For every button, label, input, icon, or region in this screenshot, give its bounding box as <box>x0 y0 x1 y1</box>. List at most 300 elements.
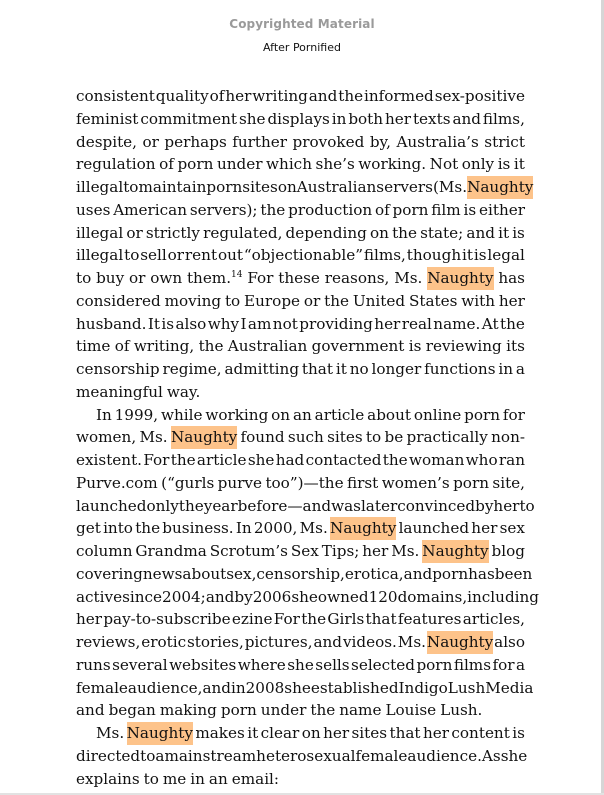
word: porn <box>177 155 214 174</box>
word: while <box>160 405 203 424</box>
word: Australia’s <box>396 132 479 151</box>
word: perhaps <box>164 132 227 151</box>
word: writing, <box>133 337 195 356</box>
text-line <box>76 222 525 245</box>
word: “objectionable” <box>243 246 363 265</box>
word: (Ms. <box>432 178 468 196</box>
word: am <box>247 314 272 333</box>
word: commitment <box>140 109 238 128</box>
word: a <box>155 746 165 765</box>
word: is <box>512 223 525 242</box>
word: be <box>384 428 404 447</box>
copyright-watermark: Copyrighted Material <box>229 17 375 31</box>
word: woman <box>408 451 465 469</box>
word: online <box>413 405 462 424</box>
word: her <box>76 610 103 629</box>
word: films, <box>482 109 525 128</box>
word: strict <box>484 132 525 151</box>
word: established <box>310 678 399 697</box>
word: 2000, <box>253 519 298 538</box>
word: American <box>113 200 188 219</box>
text-line <box>76 153 525 176</box>
text-line <box>76 608 525 631</box>
word: or <box>303 291 321 310</box>
word: erotic <box>141 633 187 651</box>
word: her <box>422 724 449 742</box>
word: porn <box>220 701 257 720</box>
word: is <box>408 337 422 356</box>
word: these <box>278 269 320 287</box>
word: sex-positive <box>434 87 525 105</box>
word: Ms. <box>299 519 328 538</box>
word: her <box>323 724 350 742</box>
word: illegal <box>76 246 124 265</box>
word: stories, <box>187 633 244 651</box>
word: news <box>142 564 183 583</box>
word: existent. <box>76 451 143 469</box>
word: providing <box>299 314 373 333</box>
word: launched <box>76 496 147 515</box>
word: purve <box>217 473 263 492</box>
word: found <box>240 428 285 447</box>
word: about <box>367 405 411 424</box>
word: Louise <box>385 701 437 720</box>
text-line <box>76 540 525 563</box>
word: was <box>331 496 361 515</box>
word: sites <box>327 428 363 447</box>
word: an <box>292 405 312 424</box>
word: 120 <box>368 587 398 606</box>
word: is <box>161 314 175 333</box>
text-line <box>76 381 525 404</box>
word: Media <box>485 678 534 697</box>
word: longer <box>371 360 422 378</box>
word: in <box>498 360 514 378</box>
word: porn <box>392 200 429 219</box>
word: before—and <box>237 496 332 515</box>
word: where <box>237 655 286 674</box>
word: mainstream <box>164 746 257 765</box>
word: pay-to-subscribe <box>103 610 231 629</box>
word: meaningful <box>76 382 163 401</box>
word: in <box>231 678 246 697</box>
word: which <box>266 155 312 174</box>
word: for <box>502 405 525 424</box>
word: As <box>481 746 501 765</box>
word: (“gurls <box>161 473 215 492</box>
word: legal <box>487 246 525 265</box>
word: too”)—the <box>265 473 344 492</box>
word: illegal <box>76 223 124 242</box>
word: under <box>260 701 307 720</box>
word: and <box>466 223 495 242</box>
word: sites <box>351 724 388 742</box>
word: reviewing <box>425 337 502 356</box>
word: making <box>159 701 217 720</box>
word: and <box>313 633 343 651</box>
word: Ms. <box>397 633 426 651</box>
search-highlight: Naughty <box>422 540 488 563</box>
word: her <box>493 496 520 515</box>
text-line <box>76 244 525 267</box>
word: maintain <box>138 178 207 196</box>
word: to <box>224 291 241 310</box>
word: site, <box>492 473 525 492</box>
text-line <box>76 267 525 290</box>
word: explains <box>76 769 140 788</box>
word: of <box>159 155 174 174</box>
word: since <box>122 587 163 606</box>
word: that <box>365 610 397 629</box>
word: about <box>182 564 227 583</box>
text-line <box>76 563 533 586</box>
text-line <box>76 699 525 722</box>
word: why <box>207 314 240 333</box>
word: way. <box>166 382 201 401</box>
word: strictly <box>145 223 200 242</box>
word: though <box>406 246 462 265</box>
text-line <box>76 677 534 700</box>
word: Ms. <box>96 724 125 742</box>
word: has <box>498 269 525 287</box>
word: to <box>140 746 156 765</box>
word: or <box>142 132 159 151</box>
word: year <box>203 496 238 515</box>
word: content <box>451 724 510 742</box>
word: women, <box>76 428 137 447</box>
word: and <box>205 587 235 606</box>
word: censorship, <box>256 564 345 583</box>
word: not <box>272 314 298 333</box>
word: of <box>209 87 225 105</box>
word: 1999, <box>114 405 159 424</box>
word: launched <box>398 519 470 538</box>
word: illegal <box>76 178 124 196</box>
search-highlight: Naughty <box>467 176 533 199</box>
word: active <box>76 587 123 606</box>
word: clear <box>260 724 300 742</box>
word: the <box>260 200 286 219</box>
word: only <box>461 155 495 174</box>
word: that <box>389 724 421 742</box>
word: name. <box>433 314 481 333</box>
text-line <box>76 631 525 654</box>
word: regulated, <box>203 223 283 242</box>
word: real <box>401 314 432 333</box>
word: that <box>301 360 333 378</box>
word: she <box>247 451 275 469</box>
word: it <box>462 246 473 265</box>
search-highlight: Naughty <box>330 517 396 540</box>
word: name <box>339 701 382 720</box>
word: audience, <box>127 678 203 697</box>
word: both <box>348 109 384 128</box>
word: state; <box>420 223 464 242</box>
word: me <box>162 769 187 788</box>
word: the <box>310 701 336 720</box>
text-line <box>76 495 535 518</box>
word: or <box>167 246 185 265</box>
word: reviews, <box>76 633 141 651</box>
word: regime, <box>162 360 222 378</box>
word: the <box>178 496 204 515</box>
word: in <box>331 109 347 128</box>
word: rent <box>184 246 218 265</box>
search-highlight: Naughty <box>427 631 493 654</box>
word: by <box>234 587 253 606</box>
word: Europe <box>244 291 301 310</box>
word: Lush. <box>440 701 483 720</box>
word: videos. <box>342 633 397 651</box>
word: films <box>453 655 491 674</box>
word: 2008 <box>245 678 285 697</box>
word: the <box>392 223 417 242</box>
word: Indigo <box>398 678 448 697</box>
word: on <box>271 405 291 424</box>
word: covering <box>76 564 143 583</box>
text-line <box>76 335 525 358</box>
text-line <box>76 290 525 313</box>
word: her <box>385 109 412 128</box>
word: an <box>208 769 228 788</box>
word: makes <box>195 724 245 742</box>
word: For <box>247 269 274 287</box>
word: who <box>465 451 498 469</box>
word: a <box>515 655 525 674</box>
word: film <box>431 200 461 219</box>
word: her <box>374 314 401 333</box>
word: under <box>216 155 263 174</box>
text-line <box>76 199 525 222</box>
word: article <box>314 405 365 424</box>
word: is <box>473 246 487 265</box>
running-head: After Pornified <box>263 41 341 54</box>
word: for <box>492 655 515 674</box>
word: Grandma <box>135 542 207 560</box>
text-line <box>76 176 534 199</box>
word: porn <box>432 564 469 583</box>
word: its <box>506 337 525 356</box>
word: her <box>225 87 252 105</box>
word: In <box>235 519 252 538</box>
text-line <box>76 313 525 336</box>
word: her <box>498 291 525 310</box>
word: by, <box>369 132 391 151</box>
word: porn <box>464 405 501 424</box>
word: ran <box>498 451 525 469</box>
word: Not <box>429 155 459 174</box>
word: female <box>355 746 408 765</box>
word: own <box>150 269 183 287</box>
word: buy <box>96 269 125 287</box>
word: States <box>408 291 458 310</box>
text-line <box>76 654 525 677</box>
word: Scrotum’s <box>209 542 288 560</box>
word: her <box>362 542 389 560</box>
word: the <box>324 291 349 310</box>
word: to <box>123 178 139 196</box>
word: convinced <box>397 496 476 515</box>
word: husband. <box>76 314 147 333</box>
word: and <box>76 701 105 720</box>
word: the <box>499 314 525 333</box>
word: sell <box>140 246 167 265</box>
text-line <box>76 108 525 131</box>
word: been <box>494 564 533 583</box>
word: functions <box>424 360 496 378</box>
word: ezine <box>231 610 273 629</box>
word: it <box>513 155 525 174</box>
text-line <box>76 722 525 745</box>
word: further <box>232 132 288 151</box>
word: is <box>497 155 511 174</box>
word: it <box>335 360 347 378</box>
word: websites <box>169 655 237 674</box>
word: directed <box>76 746 141 765</box>
word: first <box>347 473 379 492</box>
word: to <box>365 428 382 447</box>
text-line <box>76 85 525 108</box>
word: production <box>288 200 373 219</box>
word: into <box>103 519 133 538</box>
word: pictures, <box>244 633 313 651</box>
word: article <box>196 451 247 469</box>
word: and <box>202 678 231 697</box>
word: admitting <box>224 360 300 378</box>
word: also <box>175 314 207 333</box>
word: heterosexual <box>256 746 356 765</box>
word: and <box>452 109 481 128</box>
word: she <box>500 746 528 765</box>
word: practically <box>406 428 488 447</box>
word: uses <box>76 200 111 219</box>
word: In <box>96 405 112 424</box>
word: Ms. <box>391 542 420 560</box>
word: such <box>287 428 324 447</box>
text-line <box>76 745 528 768</box>
word: either <box>479 200 525 219</box>
word: articles, <box>462 610 525 629</box>
word: column <box>76 542 133 560</box>
word: also <box>494 633 525 651</box>
text-line <box>76 131 525 154</box>
word: to <box>143 769 159 788</box>
page-body-text <box>76 85 540 790</box>
word: Ms. <box>139 428 168 447</box>
word: the <box>170 451 196 469</box>
word: reasons, <box>324 269 390 287</box>
word: Ms. <box>394 269 423 287</box>
word: features <box>397 610 462 629</box>
word: working. <box>358 155 427 174</box>
search-highlight: Naughty <box>171 426 237 449</box>
footnote-marker: 14 <box>231 270 243 280</box>
word: get <box>76 519 101 538</box>
word: informed <box>364 87 434 105</box>
word: Purve.com <box>76 473 158 492</box>
word: on <box>277 178 297 196</box>
word: domains, <box>397 587 468 606</box>
text-line <box>76 426 525 449</box>
word: in <box>190 769 205 788</box>
word: provoked <box>292 132 365 151</box>
word: porn <box>206 178 243 196</box>
word: considered <box>76 291 161 310</box>
word: porn <box>416 655 453 674</box>
word: time <box>76 337 111 356</box>
word: non- <box>491 428 525 447</box>
word: out <box>217 246 243 265</box>
word: audience. <box>407 746 482 765</box>
word: servers); <box>189 200 258 219</box>
word: depending <box>285 223 367 242</box>
word: blog <box>491 542 525 560</box>
word: or <box>128 269 146 287</box>
word: For <box>143 451 170 469</box>
word: and <box>308 87 338 105</box>
search-highlight: Naughty <box>127 722 193 745</box>
word: and <box>403 564 433 583</box>
word: to <box>124 246 140 265</box>
word: the <box>338 87 364 105</box>
word: United <box>352 291 406 310</box>
word: later <box>360 496 398 515</box>
word: to <box>76 269 92 287</box>
word: Girls <box>327 610 365 629</box>
word: she <box>238 109 266 128</box>
word: on <box>301 724 321 742</box>
word: the <box>382 451 408 469</box>
word: runs <box>76 655 111 674</box>
word: her <box>471 519 498 538</box>
word: sites <box>242 178 278 196</box>
word: she <box>291 587 318 606</box>
word: is <box>512 724 525 742</box>
word: began <box>108 701 156 720</box>
word: At <box>481 314 499 333</box>
word: on <box>369 223 389 242</box>
word: despite, <box>76 132 138 151</box>
word: only <box>146 496 179 515</box>
word: 2004; <box>162 587 206 606</box>
word: erotica, <box>344 564 404 583</box>
text-line <box>76 768 525 791</box>
word: selected <box>351 655 415 674</box>
text-line <box>76 517 525 540</box>
word: of <box>114 337 130 356</box>
word: sex <box>499 519 525 538</box>
word: it <box>247 724 259 742</box>
word: Lush <box>447 678 486 697</box>
word: texts <box>412 109 451 128</box>
word: writing <box>252 87 308 105</box>
word: by <box>475 496 494 515</box>
word: had <box>275 451 305 469</box>
word: consistent <box>76 87 155 105</box>
word: It <box>147 314 160 333</box>
search-highlight: Naughty <box>427 267 493 290</box>
text-line <box>76 404 525 427</box>
word: the <box>135 519 161 538</box>
word: porn <box>453 473 489 492</box>
word: servers <box>376 178 433 196</box>
word: a <box>515 360 525 378</box>
word: moving <box>164 291 222 310</box>
word: owned <box>317 587 369 606</box>
word: she’s <box>315 155 355 174</box>
word: Tips; <box>321 542 360 560</box>
word: she <box>284 678 311 697</box>
